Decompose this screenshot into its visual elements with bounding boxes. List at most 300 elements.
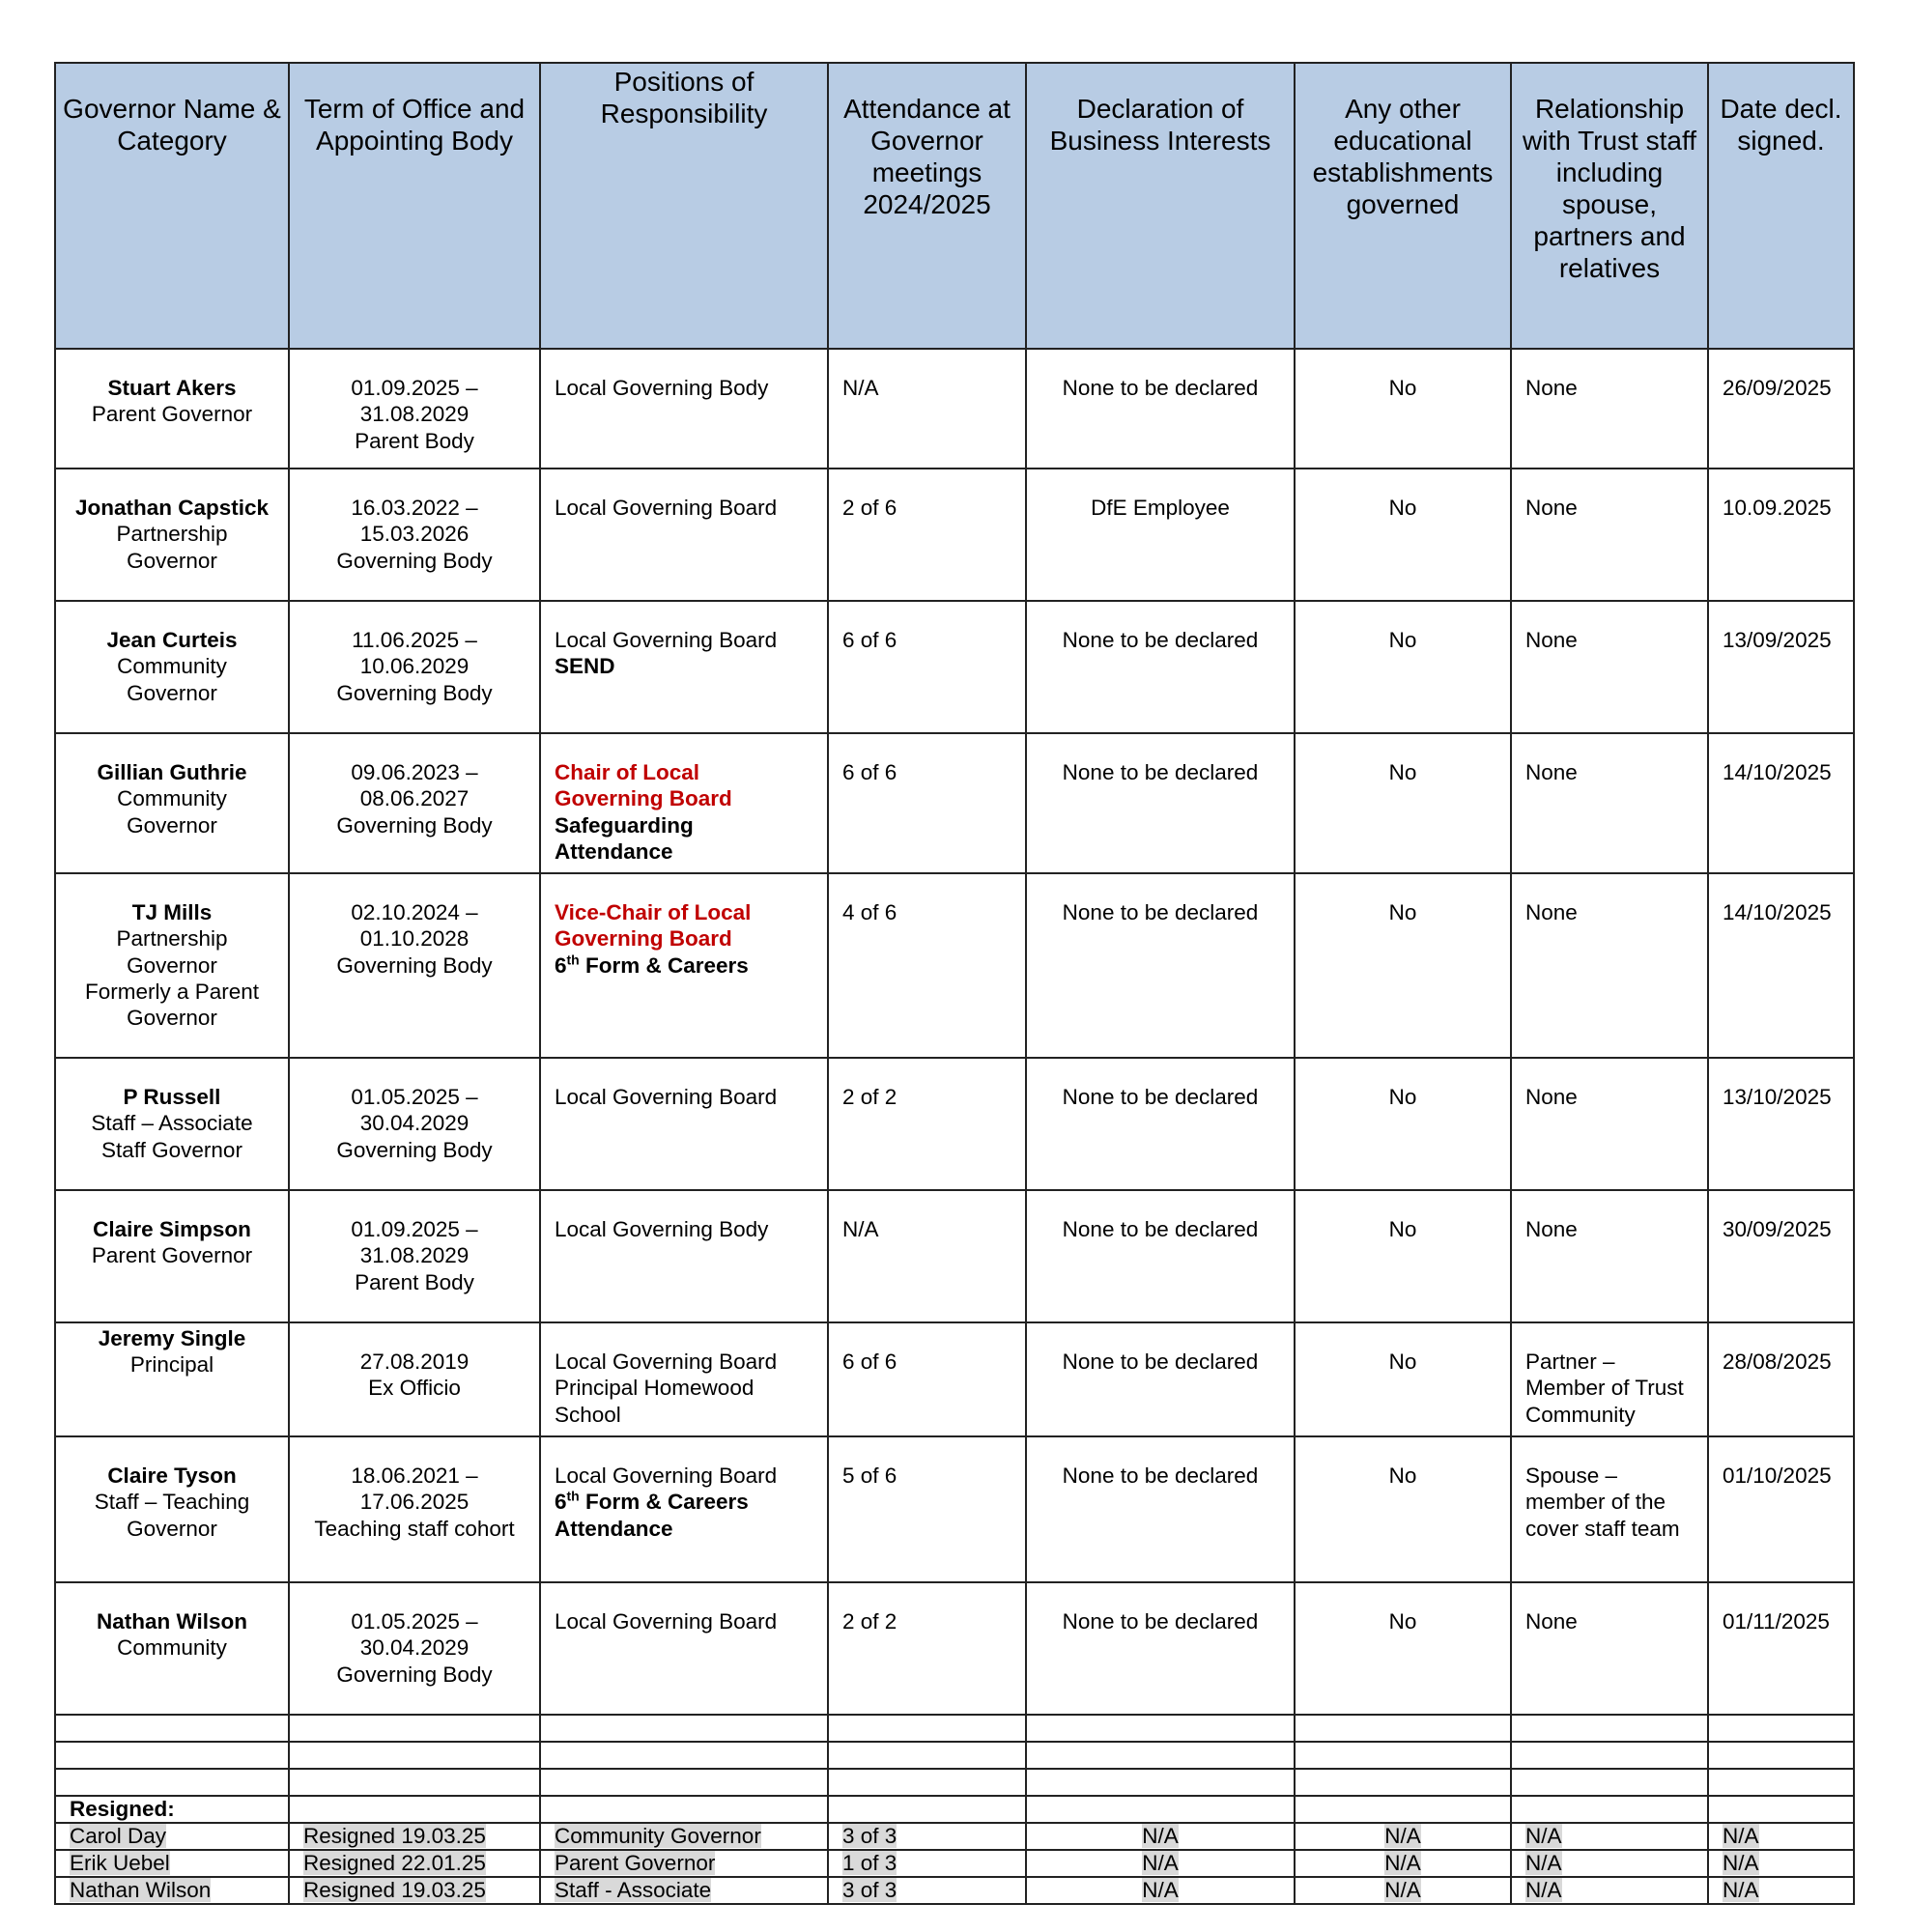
governor-category: Governor — [127, 680, 217, 705]
date-signed-cell: 13/10/2025 — [1708, 1058, 1854, 1190]
resigned-other: N/A — [1384, 1878, 1421, 1903]
term-cell — [289, 469, 540, 601]
table-row — [55, 873, 1854, 1058]
empty-cell — [1708, 1715, 1854, 1742]
position-text: 6 — [555, 1490, 567, 1515]
position-line — [555, 812, 813, 838]
header-attendance: Attendance at Governor meetings 2024/2025 — [828, 63, 1026, 349]
empty-cell — [1026, 1769, 1295, 1796]
header-other-establishments: Any other educational establishments governed — [1295, 63, 1511, 349]
relationship-line: Spouse – — [1525, 1463, 1618, 1489]
position-line — [555, 759, 813, 785]
business-interests-cell: DfE Employee — [1026, 469, 1295, 601]
position-line — [555, 375, 813, 401]
position-line — [555, 1375, 813, 1401]
relationship-cell — [1511, 349, 1708, 469]
resigned-date: N/A — [1723, 1851, 1759, 1876]
governor-category: Formerly a Parent — [84, 980, 260, 1005]
term-line: Ex Officio — [368, 1376, 461, 1401]
governor-name: Jonathan Capstick — [74, 496, 270, 520]
resigned-business: N/A — [1142, 1851, 1179, 1876]
resigned-date-cell — [1708, 1877, 1854, 1904]
positions-cell — [540, 349, 828, 469]
term-line: 30.04.2029 — [359, 1111, 470, 1136]
position-text: Local Governing Body — [555, 376, 769, 400]
governor-category: Governor — [127, 1516, 217, 1541]
other-establishments-cell: No — [1295, 469, 1511, 601]
resigned-date: N/A — [1723, 1878, 1759, 1903]
resigned-business-cell — [1026, 1877, 1295, 1904]
attendance-cell: 5 of 6 — [828, 1436, 1026, 1582]
resigned-position: Staff - Associate — [555, 1878, 712, 1903]
relationship-cell — [1511, 1582, 1708, 1715]
business-interests-cell: None to be declared — [1026, 349, 1295, 469]
relationship-cell — [1511, 1436, 1708, 1582]
relationship-line: Member of Trust — [1525, 1376, 1684, 1401]
position-line — [555, 838, 813, 865]
resigned-relationship-cell — [1511, 1823, 1708, 1850]
position-line — [555, 899, 813, 925]
empty-cell — [1511, 1796, 1708, 1823]
resigned-attendance-cell — [828, 1850, 1026, 1877]
governor-category: Partnership — [116, 926, 228, 952]
date-signed-cell: 26/09/2025 — [1708, 349, 1854, 469]
relationship-line: Community — [1525, 1402, 1636, 1427]
resigned-title: Resigned: — [70, 1797, 175, 1822]
term-line: 01.10.2028 — [359, 926, 470, 952]
term-cell — [289, 1322, 540, 1436]
position-text: Local Governing Board — [555, 1609, 778, 1634]
position-text: Vice-Chair of Local — [555, 900, 752, 925]
table-row — [55, 1582, 1854, 1715]
resigned-relationship-cell — [1511, 1850, 1708, 1877]
governor-category: Community — [117, 1635, 227, 1661]
position-line — [555, 1489, 813, 1515]
empty-cell — [289, 1796, 540, 1823]
relationship-cell — [1511, 733, 1708, 873]
term-cell — [289, 873, 540, 1058]
resigned-term-cell — [289, 1877, 540, 1904]
resigned-other-cell — [1295, 1850, 1511, 1877]
empty-cell — [828, 1796, 1026, 1823]
positions-cell — [540, 1436, 828, 1582]
resigned-relationship-cell — [1511, 1877, 1708, 1904]
business-interests-cell: None to be declared — [1026, 1582, 1295, 1715]
governor-name-cell — [55, 1322, 289, 1436]
term-line: Parent Body — [355, 428, 474, 453]
empty-row — [55, 1769, 1854, 1796]
governor-name: Jeremy Single — [98, 1326, 246, 1351]
resigned-attendance: 3 of 3 — [842, 1878, 897, 1903]
resigned-name-cell — [55, 1877, 289, 1904]
governor-name-cell — [55, 601, 289, 733]
header-business-interests: Declaration of Business Interests — [1026, 63, 1295, 349]
positions-cell — [540, 873, 828, 1058]
relationship-cell — [1511, 1322, 1708, 1436]
position-line — [555, 1516, 813, 1542]
resigned-row — [55, 1877, 1854, 1904]
relationship-cell — [1511, 601, 1708, 733]
resigned-title-row — [55, 1796, 1854, 1823]
term-line: Governing Body — [336, 952, 493, 978]
date-signed-cell: 01/10/2025 — [1708, 1436, 1854, 1582]
governors-body — [55, 349, 1854, 1904]
attendance-cell: 4 of 6 — [828, 873, 1026, 1058]
term-line: 31.08.2029 — [359, 1243, 470, 1268]
governor-category: Parent Governor — [91, 402, 253, 427]
empty-cell — [1511, 1715, 1708, 1742]
governor-name: Jean Curteis — [106, 628, 238, 652]
empty-cell — [55, 1742, 289, 1769]
term-cell — [289, 601, 540, 733]
term-line: 31.08.2029 — [359, 402, 470, 427]
term-line: Governing Body — [336, 548, 493, 573]
governor-name-cell — [55, 1436, 289, 1582]
header-relationship: Relationship with Trust staff including spouse, partners and relatives — [1511, 63, 1708, 349]
resigned-date-cell — [1708, 1850, 1854, 1877]
governor-category: Parent Governor — [91, 1243, 253, 1268]
resigned-relationship: N/A — [1525, 1851, 1562, 1876]
position-text: Attendance — [555, 1516, 673, 1541]
governor-name-cell — [55, 1058, 289, 1190]
attendance-cell: 2 of 6 — [828, 469, 1026, 601]
term-line: 01.09.2025 – — [351, 1217, 478, 1242]
term-line: 01.09.2025 – — [351, 376, 478, 400]
position-text: Attendance — [555, 838, 673, 864]
positions-cell — [540, 469, 828, 601]
term-cell — [289, 733, 540, 873]
resigned-term: Resigned 22.01.25 — [303, 1851, 486, 1876]
governor-name-cell — [55, 733, 289, 873]
other-establishments-cell: No — [1295, 601, 1511, 733]
business-interests-cell: None to be declared — [1026, 1058, 1295, 1190]
date-signed-cell: 30/09/2025 — [1708, 1190, 1854, 1322]
business-interests-cell: None to be declared — [1026, 1190, 1295, 1322]
governor-name: P Russell — [123, 1085, 221, 1110]
resigned-name: Nathan Wilson — [70, 1878, 212, 1903]
position-sup: th — [566, 1488, 580, 1504]
header-date-signed: Date decl. signed. — [1708, 63, 1854, 349]
governor-category: Community — [117, 654, 227, 679]
position-text: Local Governing Board — [555, 1463, 778, 1489]
term-line: 17.06.2025 — [359, 1490, 470, 1515]
other-establishments-cell: No — [1295, 1322, 1511, 1436]
resigned-name: Carol Day — [70, 1824, 167, 1849]
header-governor-name: Governor Name & Category — [55, 63, 289, 349]
empty-cell — [828, 1715, 1026, 1742]
term-cell — [289, 1582, 540, 1715]
resigned-relationship: N/A — [1525, 1824, 1562, 1849]
positions-cell — [540, 733, 828, 873]
term-cell — [289, 1436, 540, 1582]
term-line: Governing Body — [336, 1137, 493, 1162]
position-line — [555, 925, 813, 952]
position-line — [555, 1084, 813, 1110]
resigned-position-cell — [540, 1877, 828, 1904]
attendance-cell: 2 of 2 — [828, 1582, 1026, 1715]
governor-name-cell — [55, 873, 289, 1058]
governors-table — [54, 62, 1855, 1905]
empty-cell — [540, 1742, 828, 1769]
attendance-cell: 6 of 6 — [828, 733, 1026, 873]
empty-cell — [1295, 1769, 1511, 1796]
table-row — [55, 349, 1854, 469]
term-line: 11.06.2025 – — [352, 628, 477, 652]
term-line: Governing Body — [336, 680, 493, 705]
resigned-term: Resigned 19.03.25 — [303, 1824, 486, 1849]
relationship-cell — [1511, 1058, 1708, 1190]
attendance-cell: 2 of 2 — [828, 1058, 1026, 1190]
relationship-line: None — [1525, 1217, 1578, 1242]
positions-cell — [540, 1190, 828, 1322]
position-line — [555, 1608, 813, 1634]
business-interests-cell: None to be declared — [1026, 873, 1295, 1058]
relationship-line: cover staff team — [1525, 1516, 1680, 1541]
position-text: Local Governing Board — [555, 1085, 778, 1110]
position-text: Local Governing Body — [555, 1217, 769, 1242]
governor-category: Staff – Teaching — [94, 1490, 250, 1515]
position-line — [555, 627, 813, 653]
resigned-name: Erik Uebel — [70, 1851, 170, 1876]
governor-name: Stuart Akers — [107, 376, 237, 400]
attendance-cell: 6 of 6 — [828, 601, 1026, 733]
other-establishments-cell: No — [1295, 1436, 1511, 1582]
term-cell — [289, 349, 540, 469]
empty-cell — [1295, 1796, 1511, 1823]
resigned-term-cell — [289, 1850, 540, 1877]
term-line: 18.06.2021 – — [351, 1463, 478, 1489]
governor-name: Gillian Guthrie — [97, 760, 247, 784]
empty-cell — [1295, 1742, 1511, 1769]
empty-cell — [1708, 1796, 1854, 1823]
empty-cell — [828, 1769, 1026, 1796]
position-line — [555, 653, 813, 679]
position-text: 6 — [555, 952, 567, 978]
table-row — [55, 469, 1854, 601]
resigned-term: Resigned 19.03.25 — [303, 1878, 486, 1903]
attendance-cell: 6 of 6 — [828, 1322, 1026, 1436]
governor-name: Claire Tyson — [107, 1463, 237, 1489]
table-row — [55, 1190, 1854, 1322]
position-text: Principal Homewood — [555, 1376, 755, 1401]
term-line: Governing Body — [336, 1662, 493, 1687]
governor-name: TJ Mills — [131, 900, 213, 925]
term-line: 08.06.2027 — [359, 786, 470, 811]
position-line — [555, 785, 813, 811]
header-row — [55, 63, 1854, 349]
governor-category: Governor — [127, 952, 217, 978]
table-row — [55, 1322, 1854, 1436]
positions-cell — [540, 1058, 828, 1190]
relationship-line: None — [1525, 496, 1578, 520]
governor-category: Community — [117, 786, 227, 811]
resigned-other: N/A — [1384, 1851, 1421, 1876]
governor-name-cell — [55, 349, 289, 469]
empty-cell — [1026, 1715, 1295, 1742]
date-signed-cell: 14/10/2025 — [1708, 733, 1854, 873]
term-line: 16.03.2022 – — [351, 496, 478, 520]
position-line — [555, 952, 813, 979]
table-row — [55, 733, 1854, 873]
resigned-row — [55, 1823, 1854, 1850]
term-line: 09.06.2023 – — [351, 760, 478, 784]
positions-cell — [540, 1582, 828, 1715]
resigned-row — [55, 1850, 1854, 1877]
governor-category: Staff – Associate — [91, 1111, 253, 1136]
relationship-line: None — [1525, 900, 1578, 925]
term-line: 15.03.2026 — [359, 522, 470, 547]
empty-cell — [540, 1769, 828, 1796]
governor-category: Principal — [129, 1352, 214, 1378]
resigned-term-cell — [289, 1823, 540, 1850]
resigned-date: N/A — [1723, 1824, 1759, 1849]
resigned-position-cell — [540, 1850, 828, 1877]
position-text: Governing Board — [555, 926, 732, 952]
governor-category: Governor — [127, 548, 217, 573]
date-signed-cell: 10.09.2025 — [1708, 469, 1854, 601]
governor-name: Claire Simpson — [93, 1217, 251, 1242]
governor-category: Governor — [127, 812, 217, 838]
other-establishments-cell: No — [1295, 733, 1511, 873]
relationship-line: None — [1525, 376, 1578, 400]
date-signed-cell: 13/09/2025 — [1708, 601, 1854, 733]
empty-cell — [289, 1769, 540, 1796]
position-line — [555, 1463, 813, 1489]
resigned-business-cell — [1026, 1850, 1295, 1877]
other-establishments-cell: No — [1295, 1582, 1511, 1715]
header-positions: Positions of Responsibility — [540, 63, 828, 349]
governor-category: Staff Governor — [101, 1137, 242, 1162]
other-establishments-cell: No — [1295, 873, 1511, 1058]
resigned-attendance: 3 of 3 — [842, 1824, 897, 1849]
empty-cell — [828, 1742, 1026, 1769]
table-row — [55, 1058, 1854, 1190]
empty-cell — [55, 1715, 289, 1742]
position-line — [555, 1216, 813, 1242]
position-text: Safeguarding — [555, 812, 694, 838]
relationship-cell — [1511, 469, 1708, 601]
business-interests-cell: None to be declared — [1026, 1436, 1295, 1582]
resigned-attendance-cell — [828, 1877, 1026, 1904]
resigned-business: N/A — [1142, 1824, 1179, 1849]
resigned-other: N/A — [1384, 1824, 1421, 1849]
empty-cell — [1026, 1742, 1295, 1769]
empty-row — [55, 1742, 1854, 1769]
term-line: 30.04.2029 — [359, 1635, 470, 1661]
term-line: Governing Body — [336, 812, 493, 838]
term-line: Parent Body — [355, 1269, 474, 1294]
position-text: Local Governing Board — [555, 628, 778, 652]
relationship-line: None — [1525, 1609, 1578, 1634]
resigned-attendance-cell — [828, 1823, 1026, 1850]
table-row — [55, 1436, 1854, 1582]
resigned-name-cell — [55, 1850, 289, 1877]
empty-cell — [1708, 1742, 1854, 1769]
empty-cell — [1295, 1715, 1511, 1742]
empty-cell — [1026, 1796, 1295, 1823]
position-text: Chair of Local — [555, 760, 700, 784]
other-establishments-cell: No — [1295, 349, 1511, 469]
empty-cell — [289, 1742, 540, 1769]
resigned-position: Parent Governor — [555, 1851, 716, 1876]
governor-name-cell — [55, 1190, 289, 1322]
relationship-cell — [1511, 1190, 1708, 1322]
resigned-relationship: N/A — [1525, 1878, 1562, 1903]
relationship-line: None — [1525, 760, 1578, 784]
empty-cell — [55, 1769, 289, 1796]
governor-name-cell — [55, 1582, 289, 1715]
business-interests-cell: None to be declared — [1026, 601, 1295, 733]
relationship-cell — [1511, 873, 1708, 1058]
term-line: 01.05.2025 – — [351, 1085, 478, 1110]
governor-category: Partnership — [116, 522, 228, 547]
term-line: 02.10.2024 – — [351, 900, 478, 925]
position-line — [555, 495, 813, 521]
date-signed-cell: 28/08/2025 — [1708, 1322, 1854, 1436]
empty-cell — [289, 1715, 540, 1742]
resigned-date-cell — [1708, 1823, 1854, 1850]
position-text: SEND — [555, 654, 615, 679]
resigned-position: Community Governor — [555, 1824, 761, 1849]
governors-register — [54, 62, 1853, 1905]
attendance-cell: N/A — [828, 349, 1026, 469]
empty-cell — [1511, 1769, 1708, 1796]
resigned-other-cell — [1295, 1877, 1511, 1904]
empty-row — [55, 1715, 1854, 1742]
other-establishments-cell: No — [1295, 1058, 1511, 1190]
relationship-line: Partner – — [1525, 1350, 1615, 1375]
term-line: Teaching staff cohort — [314, 1516, 515, 1541]
resigned-attendance: 1 of 3 — [842, 1851, 897, 1876]
position-text-after: Form & Careers — [579, 952, 749, 978]
position-line — [555, 1349, 813, 1375]
positions-cell — [540, 1322, 828, 1436]
empty-cell — [1708, 1769, 1854, 1796]
business-interests-cell: None to be declared — [1026, 733, 1295, 873]
empty-cell — [1511, 1742, 1708, 1769]
resigned-other-cell — [1295, 1823, 1511, 1850]
resigned-position-cell — [540, 1823, 828, 1850]
position-line — [555, 1402, 813, 1428]
governor-name-cell — [55, 469, 289, 601]
governor-category: Governor — [127, 1006, 217, 1031]
positions-cell — [540, 601, 828, 733]
term-line: 01.05.2025 – — [351, 1609, 478, 1634]
resigned-business: N/A — [1142, 1878, 1179, 1903]
term-line: 10.06.2029 — [359, 654, 470, 679]
governor-name: Nathan Wilson — [96, 1609, 248, 1634]
position-text: Local Governing Board — [555, 496, 778, 520]
position-sup: th — [566, 952, 580, 968]
relationship-line: member of the — [1525, 1490, 1666, 1515]
date-signed-cell: 14/10/2025 — [1708, 873, 1854, 1058]
other-establishments-cell: No — [1295, 1190, 1511, 1322]
business-interests-cell: None to be declared — [1026, 1322, 1295, 1436]
term-cell — [289, 1190, 540, 1322]
empty-cell — [540, 1796, 828, 1823]
resigned-title-cell — [55, 1796, 289, 1823]
relationship-line: None — [1525, 1085, 1578, 1110]
term-cell — [289, 1058, 540, 1190]
attendance-cell: N/A — [828, 1190, 1026, 1322]
position-text: School — [555, 1402, 621, 1427]
position-text: Local Governing Board — [555, 1350, 778, 1375]
position-text-after: Form & Careers — [579, 1490, 749, 1515]
position-text: Governing Board — [555, 786, 732, 811]
date-signed-cell: 01/11/2025 — [1708, 1582, 1854, 1715]
relationship-line: None — [1525, 628, 1578, 652]
table-row — [55, 601, 1854, 733]
